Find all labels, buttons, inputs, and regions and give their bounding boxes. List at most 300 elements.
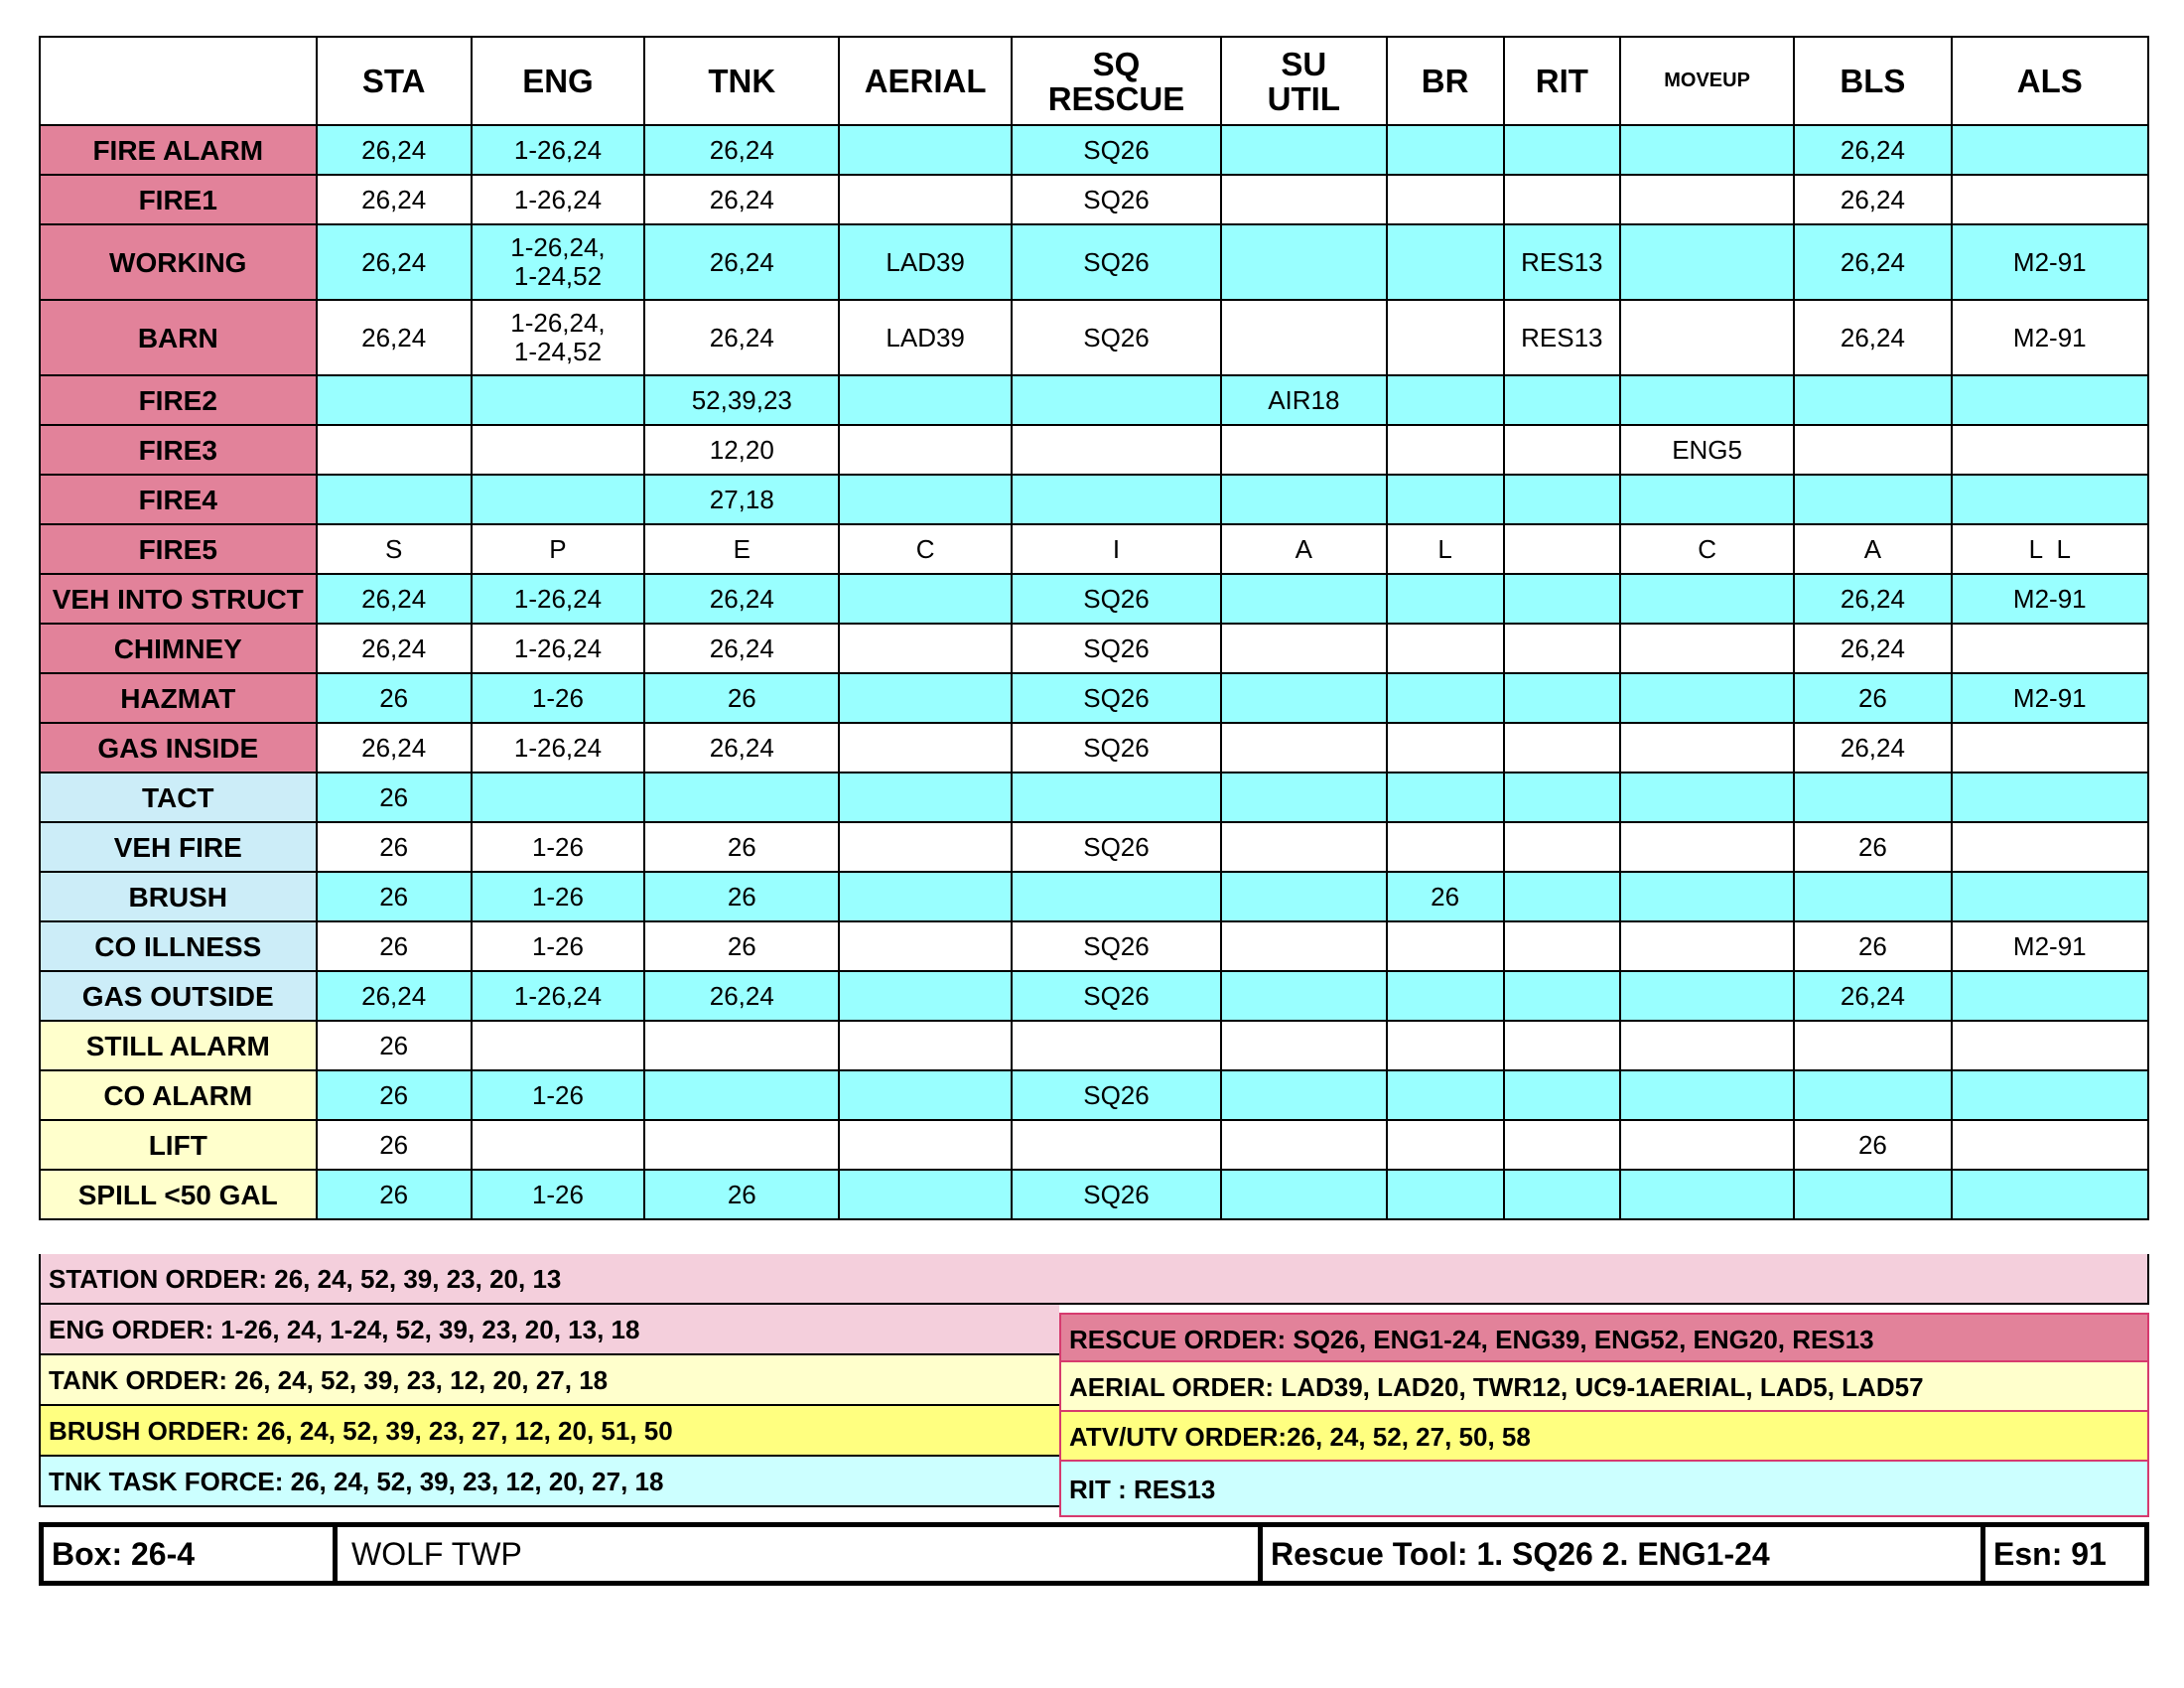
table-cell — [839, 175, 1011, 224]
table-cell: 52,39,23 — [644, 375, 839, 425]
table-cell — [1504, 822, 1620, 872]
table-cell — [1221, 475, 1386, 524]
table-cell — [839, 673, 1011, 723]
table-cell: 1-26 — [472, 872, 644, 921]
table-cell: 26,24 — [317, 574, 472, 624]
table-cell — [1952, 425, 2148, 475]
box-number: Box: 26-4 — [52, 1536, 196, 1572]
table-row — [40, 921, 2148, 971]
dispatch-table-body — [40, 125, 2148, 1219]
table-cell — [1387, 673, 1504, 723]
table-cell: 26 — [1794, 921, 1951, 971]
table-cell: 26,24 — [1794, 300, 1951, 375]
table-cell — [1221, 723, 1386, 773]
table-cell — [1221, 673, 1386, 723]
table-cell — [1504, 1021, 1620, 1070]
table-cell — [1504, 475, 1620, 524]
table-cell — [1794, 425, 1951, 475]
table-cell — [1620, 375, 1794, 425]
table-cell — [1012, 1120, 1221, 1170]
row-label: FIRE5 — [40, 524, 317, 574]
table-row — [40, 300, 2148, 375]
table-cell: C — [839, 524, 1011, 574]
table-cell: 26,24 — [317, 723, 472, 773]
row-label: FIRE ALARM — [40, 125, 317, 175]
table-cell: 1-26,24, 1-24,52 — [472, 300, 644, 375]
table-row — [40, 1170, 2148, 1219]
table-cell: 27,18 — [644, 475, 839, 524]
table-cell — [1952, 773, 2148, 822]
table-cell — [1387, 1170, 1504, 1219]
row-label: FIRE1 — [40, 175, 317, 224]
eng-order: ENG ORDER: 1-26, 24, 1-24, 52, 39, 23, 20, 13, 18 — [39, 1305, 1059, 1355]
table-cell — [1504, 921, 1620, 971]
table-cell — [1387, 175, 1504, 224]
row-label: VEH INTO STRUCT — [40, 574, 317, 624]
table-cell — [1504, 723, 1620, 773]
row-label: WORKING — [40, 224, 317, 300]
table-cell — [1504, 673, 1620, 723]
dispatch-table — [39, 36, 2149, 1220]
table-cell: 1-26 — [472, 921, 644, 971]
table-row — [40, 872, 2148, 921]
table-cell: 1-26 — [472, 1070, 644, 1120]
table-cell — [1504, 1120, 1620, 1170]
row-label: TACT — [40, 773, 317, 822]
table-cell: 1-26,24 — [472, 574, 644, 624]
table-cell: 26 — [644, 673, 839, 723]
row-label: VEH FIRE — [40, 822, 317, 872]
table-cell — [839, 1170, 1011, 1219]
row-label: CHIMNEY — [40, 624, 317, 673]
table-cell — [839, 624, 1011, 673]
table-cell — [839, 723, 1011, 773]
row-label: GAS OUTSIDE — [40, 971, 317, 1021]
table-cell — [1620, 971, 1794, 1021]
table-cell — [1620, 872, 1794, 921]
table-cell — [1504, 773, 1620, 822]
table-cell — [1221, 822, 1386, 872]
table-cell — [317, 475, 472, 524]
table-row — [40, 1070, 2148, 1120]
table-cell — [1387, 1021, 1504, 1070]
table-cell — [1952, 624, 2148, 673]
table-cell — [1504, 624, 1620, 673]
esn-number: Esn: 91 — [1980, 1527, 2144, 1581]
table-row — [40, 1021, 2148, 1070]
table-cell — [1620, 1120, 1794, 1170]
table-row — [40, 971, 2148, 1021]
table-cell: 26,24 — [317, 125, 472, 175]
table-cell — [1504, 1070, 1620, 1120]
table-row — [40, 624, 2148, 673]
row-label: STILL ALARM — [40, 1021, 317, 1070]
table-cell: 26,24 — [1794, 574, 1951, 624]
table-cell — [472, 1021, 644, 1070]
table-cell: M2-91 — [1952, 574, 2148, 624]
table-cell — [1504, 524, 1620, 574]
row-label: BARN — [40, 300, 317, 375]
table-cell — [1504, 872, 1620, 921]
table-row — [40, 822, 2148, 872]
table-cell — [1221, 971, 1386, 1021]
table-cell — [839, 1021, 1011, 1070]
table-cell — [1952, 872, 2148, 921]
table-cell: P — [472, 524, 644, 574]
table-cell — [1221, 1021, 1386, 1070]
row-label: BRUSH — [40, 872, 317, 921]
rescue-order: RESCUE ORDER: SQ26, ENG1-24, ENG39, ENG52, ENG20, RES13 — [1059, 1313, 2149, 1362]
row-label: LIFT — [40, 1120, 317, 1170]
table-cell — [839, 773, 1011, 822]
header-su-util: SU UTIL — [1221, 37, 1386, 125]
table-cell — [839, 921, 1011, 971]
table-cell: 26 — [1387, 872, 1504, 921]
table-cell: LAD39 — [839, 224, 1011, 300]
table-cell: 26 — [644, 921, 839, 971]
footer-bar — [39, 1522, 2149, 1586]
table-cell: 26,24 — [644, 175, 839, 224]
table-cell — [1387, 300, 1504, 375]
table-cell — [1952, 971, 2148, 1021]
table-cell — [839, 574, 1011, 624]
table-cell — [1012, 375, 1221, 425]
table-cell — [1620, 175, 1794, 224]
table-row — [40, 475, 2148, 524]
table-cell: ENG5 — [1620, 425, 1794, 475]
table-cell — [1504, 175, 1620, 224]
table-cell — [472, 425, 644, 475]
row-label: HAZMAT — [40, 673, 317, 723]
table-cell — [1221, 872, 1386, 921]
table-cell: 26 — [1794, 1120, 1951, 1170]
row-label: CO ILLNESS — [40, 921, 317, 971]
table-cell — [1387, 475, 1504, 524]
table-cell: 26,24 — [317, 175, 472, 224]
table-cell: A — [1794, 524, 1951, 574]
table-row — [40, 1120, 2148, 1170]
table-cell — [1620, 1070, 1794, 1120]
table-cell — [1620, 673, 1794, 723]
table-cell — [1620, 773, 1794, 822]
table-cell — [644, 1021, 839, 1070]
table-cell: 26,24 — [1794, 175, 1951, 224]
table-cell: 1-26 — [472, 822, 644, 872]
table-cell — [1952, 1170, 2148, 1219]
table-cell: 26 — [317, 822, 472, 872]
table-cell: SQ26 — [1012, 574, 1221, 624]
table-cell: 26 — [317, 1021, 472, 1070]
table-row — [40, 125, 2148, 175]
table-cell — [1620, 475, 1794, 524]
table-cell — [1387, 773, 1504, 822]
table-cell — [1952, 822, 2148, 872]
table-cell — [1952, 1120, 2148, 1170]
table-cell: 26 — [317, 1120, 472, 1170]
table-cell — [1504, 425, 1620, 475]
header-br: BR — [1387, 37, 1504, 125]
header-tnk: TNK — [644, 37, 839, 125]
table-cell: LAD39 — [839, 300, 1011, 375]
table-cell: 1-26,24 — [472, 971, 644, 1021]
table-cell: 26,24 — [1794, 125, 1951, 175]
table-cell — [839, 425, 1011, 475]
table-cell — [839, 375, 1011, 425]
row-label: SPILL <50 GAL — [40, 1170, 317, 1219]
table-cell — [1504, 375, 1620, 425]
table-cell — [1952, 1070, 2148, 1120]
table-cell: 26,24 — [1794, 723, 1951, 773]
header-rit: RIT — [1504, 37, 1620, 125]
table-cell: 26,24 — [644, 300, 839, 375]
table-cell — [1387, 723, 1504, 773]
table-cell — [1620, 125, 1794, 175]
table-cell: 26 — [317, 1070, 472, 1120]
tnk-task-force: TNK TASK FORCE: 26, 24, 52, 39, 23, 12, 20, 27, 18 — [39, 1457, 1059, 1507]
table-cell: SQ26 — [1012, 224, 1221, 300]
table-cell — [1620, 300, 1794, 375]
brush-order: BRUSH ORDER: 26, 24, 52, 39, 23, 27, 12, 20, 51, 50 — [39, 1406, 1059, 1457]
row-label: FIRE4 — [40, 475, 317, 524]
table-cell — [1012, 872, 1221, 921]
table-cell — [1504, 125, 1620, 175]
table-cell — [1504, 574, 1620, 624]
table-cell: SQ26 — [1012, 971, 1221, 1021]
table-cell — [839, 971, 1011, 1021]
table-cell — [1221, 574, 1386, 624]
table-cell — [1012, 475, 1221, 524]
table-cell — [1952, 375, 2148, 425]
table-cell: SQ26 — [1012, 723, 1221, 773]
table-cell: 26 — [317, 872, 472, 921]
header-corner — [40, 37, 317, 125]
table-cell — [317, 375, 472, 425]
table-cell: M2-91 — [1952, 224, 2148, 300]
table-cell: 26 — [317, 1170, 472, 1219]
row-label: GAS INSIDE — [40, 723, 317, 773]
table-cell: 26 — [317, 673, 472, 723]
table-cell: 26,24 — [317, 300, 472, 375]
table-cell: 26 — [317, 773, 472, 822]
table-row — [40, 375, 2148, 425]
table-cell — [1952, 723, 2148, 773]
table-cell: 26,24 — [317, 224, 472, 300]
table-cell — [472, 773, 644, 822]
table-cell — [1620, 1170, 1794, 1219]
header-sq-rescue: SQ RESCUE — [1012, 37, 1221, 125]
header-aerial: AERIAL — [839, 37, 1011, 125]
tank-order: TANK ORDER: 26, 24, 52, 39, 23, 12, 20, 27, 18 — [39, 1355, 1059, 1406]
table-cell: 26 — [644, 872, 839, 921]
table-cell — [472, 475, 644, 524]
table-cell: M2-91 — [1952, 921, 2148, 971]
table-cell: 1-26 — [472, 673, 644, 723]
table-cell: C — [1620, 524, 1794, 574]
table-cell: 26 — [1794, 822, 1951, 872]
table-cell: 26,24 — [317, 624, 472, 673]
table-cell — [1794, 773, 1951, 822]
table-cell: 26 — [644, 1170, 839, 1219]
table-cell: SQ26 — [1012, 1170, 1221, 1219]
table-row — [40, 673, 2148, 723]
table-cell — [1794, 1070, 1951, 1120]
table-cell: L — [1387, 524, 1504, 574]
table-cell: M2-91 — [1952, 300, 2148, 375]
table-cell: SQ26 — [1012, 175, 1221, 224]
table-cell — [1387, 574, 1504, 624]
row-label: FIRE2 — [40, 375, 317, 425]
table-cell: 1-26,24 — [472, 175, 644, 224]
table-cell: 26,24 — [1794, 224, 1951, 300]
row-label: CO ALARM — [40, 1070, 317, 1120]
table-cell — [1387, 375, 1504, 425]
table-cell: 26,24 — [317, 971, 472, 1021]
table-cell: SQ26 — [1012, 300, 1221, 375]
table-cell: E — [644, 524, 839, 574]
rit-order: RIT : RES13 — [1059, 1462, 2149, 1517]
table-cell — [1794, 1021, 1951, 1070]
table-cell: SQ26 — [1012, 673, 1221, 723]
table-cell: S — [317, 524, 472, 574]
header-sta: STA — [317, 37, 472, 125]
aerial-order: AERIAL ORDER: LAD39, LAD20, TWR12, UC9-1AERIAL, LAD5, LAD57 — [1059, 1362, 2149, 1412]
table-cell — [839, 872, 1011, 921]
table-cell — [1620, 624, 1794, 673]
header-bls: BLS — [1794, 37, 1951, 125]
table-cell — [1221, 773, 1386, 822]
table-cell — [1952, 175, 2148, 224]
table-cell: I — [1012, 524, 1221, 574]
table-cell: 1-26,24 — [472, 723, 644, 773]
table-cell — [1620, 224, 1794, 300]
table-cell: SQ26 — [1012, 921, 1221, 971]
table-cell: 1-26 — [472, 1170, 644, 1219]
table-cell: 26,24 — [644, 624, 839, 673]
header-moveup: MOVEUP — [1620, 37, 1794, 125]
table-cell: SQ26 — [1012, 1070, 1221, 1120]
table-cell: 12,20 — [644, 425, 839, 475]
table-cell: 1-26,24 — [472, 624, 644, 673]
header-eng: ENG — [472, 37, 644, 125]
table-row — [40, 175, 2148, 224]
table-cell — [1952, 125, 2148, 175]
table-cell — [644, 1070, 839, 1120]
table-cell — [472, 1120, 644, 1170]
table-cell: M2-91 — [1952, 673, 2148, 723]
table-cell — [1012, 773, 1221, 822]
table-cell — [1387, 425, 1504, 475]
table-cell — [1620, 1021, 1794, 1070]
table-row — [40, 224, 2148, 300]
table-cell — [1221, 921, 1386, 971]
table-cell: 26,24 — [644, 125, 839, 175]
table-cell — [839, 1070, 1011, 1120]
atv-utv-order: ATV/UTV ORDER:26, 24, 52, 27, 50, 58 — [1059, 1412, 2149, 1462]
table-cell — [644, 1120, 839, 1170]
header-als: ALS — [1952, 37, 2148, 125]
table-row — [40, 425, 2148, 475]
table-cell — [1387, 624, 1504, 673]
table-cell: 26,24 — [1794, 971, 1951, 1021]
table-cell — [1620, 723, 1794, 773]
table-row — [40, 524, 2148, 574]
table-cell — [1504, 971, 1620, 1021]
table-cell — [1221, 125, 1386, 175]
table-cell — [1221, 1170, 1386, 1219]
table-cell: RES13 — [1504, 300, 1620, 375]
table-cell — [1794, 872, 1951, 921]
table-cell — [1504, 1170, 1620, 1219]
table-cell — [1012, 425, 1221, 475]
table-cell: SQ26 — [1012, 624, 1221, 673]
table-cell — [1387, 224, 1504, 300]
table-cell — [1794, 375, 1951, 425]
table-cell: AIR18 — [1221, 375, 1386, 425]
table-cell — [1387, 822, 1504, 872]
table-cell — [472, 375, 644, 425]
table-cell — [839, 475, 1011, 524]
table-cell — [1620, 574, 1794, 624]
table-cell: SQ26 — [1012, 125, 1221, 175]
table-cell — [839, 1120, 1011, 1170]
table-row — [40, 574, 2148, 624]
station-order: STATION ORDER: 26, 24, 52, 39, 23, 20, 13 — [39, 1254, 2149, 1305]
table-cell — [1952, 475, 2148, 524]
table-cell — [1387, 1120, 1504, 1170]
table-cell — [1387, 971, 1504, 1021]
table-cell: 26 — [317, 921, 472, 971]
table-cell — [644, 773, 839, 822]
table-cell — [317, 425, 472, 475]
table-cell — [839, 822, 1011, 872]
table-cell — [1221, 1120, 1386, 1170]
table-cell: RES13 — [1504, 224, 1620, 300]
table-row — [40, 773, 2148, 822]
table-cell — [1012, 1021, 1221, 1070]
table-cell — [839, 125, 1011, 175]
table-cell: 26,24 — [644, 971, 839, 1021]
table-cell — [1221, 224, 1386, 300]
table-cell — [1221, 1070, 1386, 1120]
table-cell — [1620, 921, 1794, 971]
table-cell: 26,24 — [644, 224, 839, 300]
table-cell — [1952, 1021, 2148, 1070]
rescue-tool: Rescue Tool: 1. SQ26 2. ENG1-24 — [1258, 1527, 1980, 1581]
table-cell: 26 — [644, 822, 839, 872]
row-label: FIRE3 — [40, 425, 317, 475]
table-row — [40, 723, 2148, 773]
table-cell: 26 — [1794, 673, 1951, 723]
table-cell: A — [1221, 524, 1386, 574]
table-cell — [1794, 475, 1951, 524]
table-cell: SQ26 — [1012, 822, 1221, 872]
table-cell: 1-26,24 — [472, 125, 644, 175]
header-row — [40, 37, 2148, 125]
area-name: WOLF TWP — [333, 1527, 1258, 1581]
table-cell — [1794, 1170, 1951, 1219]
table-cell: 26,24 — [644, 723, 839, 773]
table-cell — [1221, 300, 1386, 375]
table-cell — [1620, 822, 1794, 872]
table-cell — [1221, 425, 1386, 475]
table-cell — [1387, 1070, 1504, 1120]
table-cell: 1-26,24, 1-24,52 — [472, 224, 644, 300]
table-cell — [1221, 624, 1386, 673]
table-cell — [1221, 175, 1386, 224]
table-cell: 26,24 — [1794, 624, 1951, 673]
table-cell: L L — [1952, 524, 2148, 574]
table-cell: 26,24 — [644, 574, 839, 624]
